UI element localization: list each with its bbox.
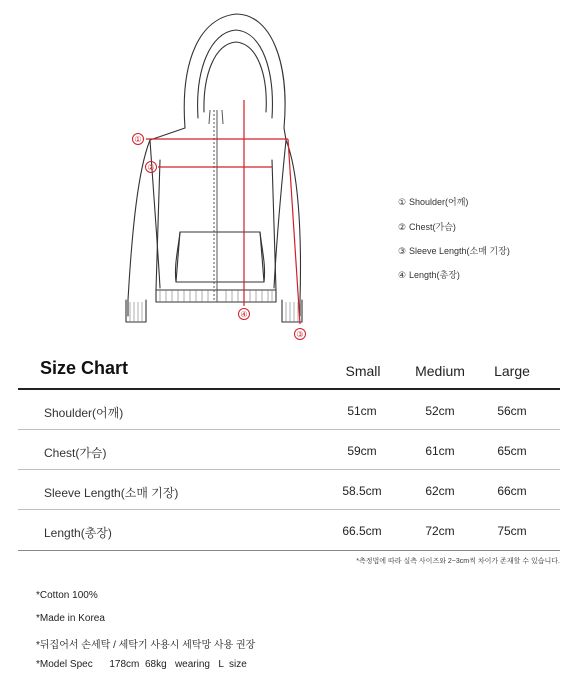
column-header-large: Large: [494, 363, 530, 379]
marker-sleeve: ③: [296, 330, 304, 339]
row-label-chest: Chest(가슴): [44, 446, 107, 460]
cell-length-large: 75cm: [497, 524, 527, 538]
footer-model-spec: *Model Spec 178cm 68kg wearing L size: [36, 659, 247, 670]
cell-shoulder-small: 51cm: [347, 404, 377, 418]
cell-shoulder-medium: 52cm: [425, 404, 455, 418]
marker-chest: ②: [147, 163, 155, 172]
cell-shoulder-large: 56cm: [497, 404, 527, 418]
cell-sleeve-large: 66cm: [497, 484, 527, 498]
row-divider: [18, 509, 560, 510]
legend-item-length: ④ Length(총장): [398, 270, 460, 280]
column-header-small: Small: [345, 363, 381, 379]
table-bottom-rule: [18, 550, 560, 551]
footer-care: *뒤집어서 손세탁 / 세탁기 사용시 세탁망 사용 권장: [36, 640, 256, 651]
row-label-sleeve-length: Sleeve Length(소매 기장): [44, 486, 179, 500]
cell-sleeve-medium: 62cm: [425, 484, 455, 498]
legend-item-shoulder: ① Shoulder(어깨): [398, 197, 469, 207]
cell-length-medium: 72cm: [425, 524, 455, 538]
footer-material: *Cotton 100%: [36, 590, 98, 601]
size-chart-title: Size Chart: [40, 358, 129, 378]
cell-chest-medium: 61cm: [425, 444, 455, 458]
row-label-shoulder: Shoulder(어깨): [44, 406, 124, 420]
legend-item-sleeve-length: ③ Sleeve Length(소매 기장): [398, 246, 510, 256]
row-divider: [18, 469, 560, 470]
row-divider: [18, 429, 560, 430]
table-top-rule: [18, 388, 560, 390]
cell-chest-small: 59cm: [347, 444, 377, 458]
column-header-medium: Medium: [415, 363, 465, 379]
row-label-length: Length(총장): [44, 526, 112, 540]
cell-sleeve-small: 58.5cm: [342, 484, 382, 498]
legend-item-chest: ② Chest(가슴): [398, 222, 456, 232]
marker-length: ④: [240, 310, 248, 319]
measurement-note: *측정법에 따라 실측 사이즈와 2~3cm씩 차이가 존재할 수 있습니다.: [356, 558, 560, 565]
footer-origin: *Made in Korea: [36, 613, 105, 624]
marker-shoulder: ①: [134, 135, 142, 144]
cell-length-small: 66.5cm: [342, 524, 382, 538]
cell-chest-large: 65cm: [497, 444, 527, 458]
